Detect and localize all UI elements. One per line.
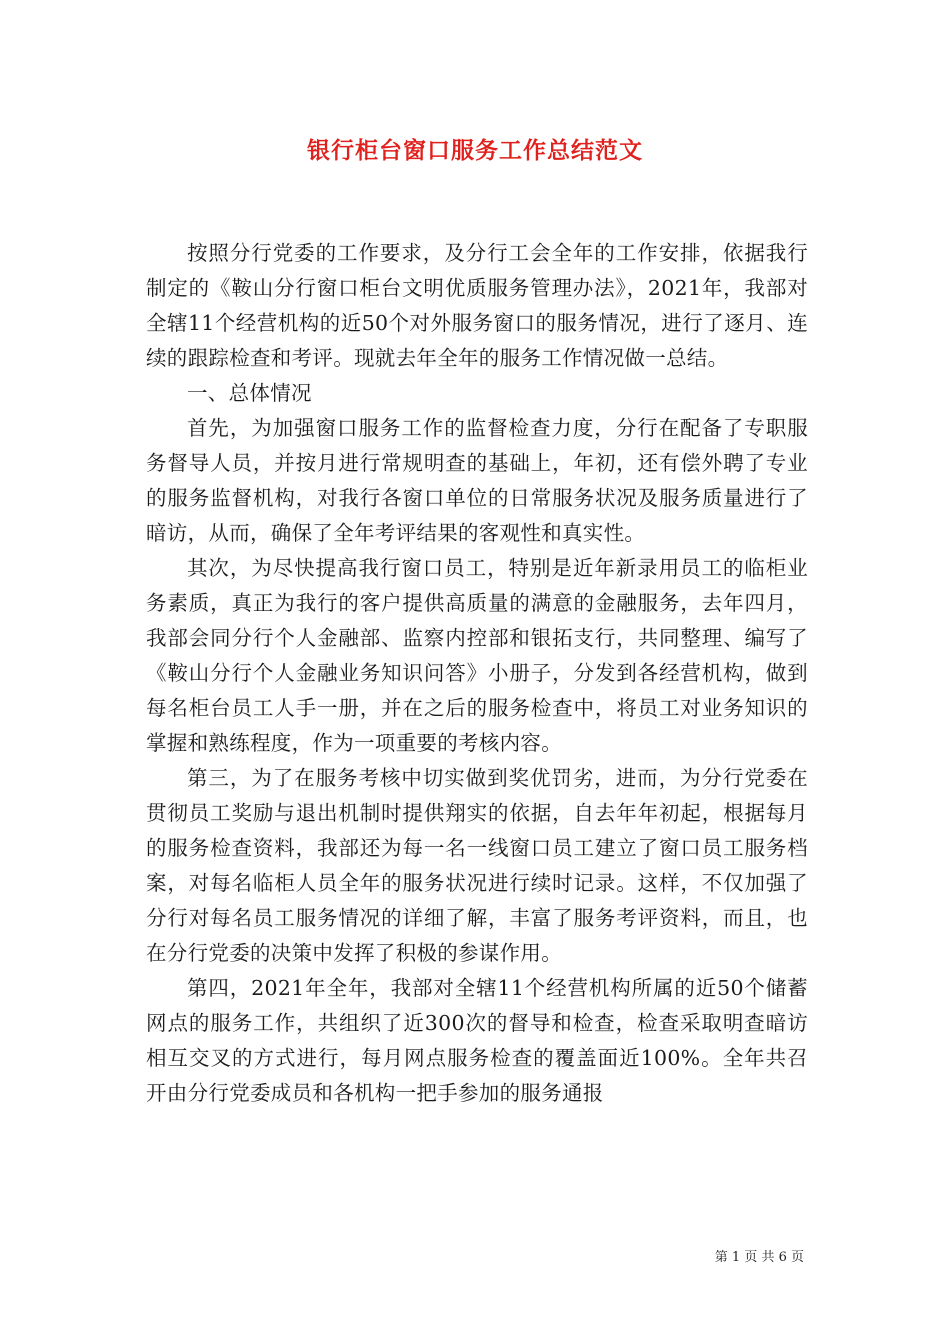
paragraph-intro: 按照分行党委的工作要求，及分行工会全年的工作安排，依据我行制定的《鞍山分行窗口柜台文明优质服务管理办法》，2021年，我部对全辖11个经营机构的近50个对外服务窗口的服务情况，进行了逐月、连续的跟踪检查和考评。现就去年全年的服务工作情况做一总结。 (146, 241, 808, 370)
paragraph-first: 首先，为加强窗口服务工作的监督检查力度，分行在配备了专职服务督导人员，并按月进行常规明查的基础上，年初，还有偿外聘了专业的服务监督机构，对我行各窗口单位的日常服务状况及服务质量进行了暗访，从而，确保了全年考评结果的客观性和真实性。 (146, 416, 808, 545)
paragraph-fourth: 第四，2021年全年，我部对全辖11个经营机构所属的近50个储蓄网点的服务工作，共组织了近300次的督导和检查，检查采取明查暗访相互交叉的方式进行，每月网点服务检查的覆盖面近100%。全年共召开由分行党委成员和各机构一把手参加的服务通报 (146, 976, 808, 1105)
document-body (146, 236, 808, 1111)
paragraph-third: 第三，为了在服务考核中切实做到奖优罚劣，进而，为分行党委在贯彻员工奖励与退出机制时提供翔实的依据，自去年年初起，根据每月的服务检查资料，我部还为每一名一线窗口员工建立了窗口员工服务档案，对每名临柜人员全年的服务状况进行续时记录。这样，不仅加强了分行对每名员工服务情况的详细了解，丰富了服务考评资料，而且，也在分行党委的决策中发挥了积极的参谋作用。 (146, 766, 808, 965)
paragraph-second: 其次，为尽快提高我行窗口员工，特别是近年新录用员工的临柜业务素质，真正为我行的客户提供高质量的满意的金融服务，去年四月，我部会同分行个人金融部、监察内控部和银拓支行，共同整理、编写了《鞍山分行个人金融业务知识问答》小册子，分发到各经营机构，做到每名柜台员工人手一册，并在之后的服务检查中，将员工对业务知识的掌握和熟练程度，作为一项重要的考核内容。 (146, 556, 808, 755)
section-heading-overview: 一、总体情况 (187, 381, 312, 405)
page-number: 第 1 页 共 6 页 (714, 1250, 804, 1265)
page-title: 银行柜台窗口服务工作总结范文 (307, 137, 643, 164)
